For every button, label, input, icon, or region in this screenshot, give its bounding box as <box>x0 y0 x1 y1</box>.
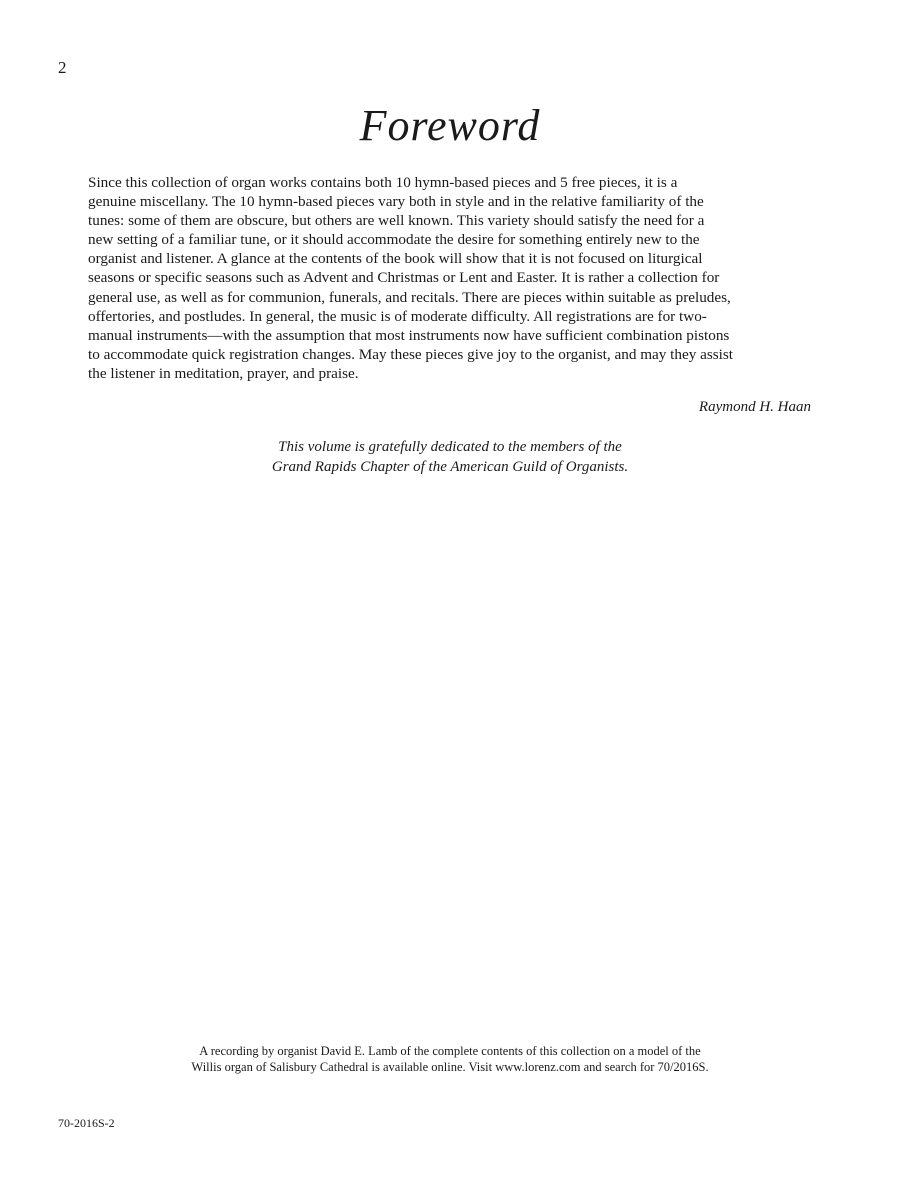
foreword-line: new setting of a familiar tune, or it should accommodate the desire for something entirely new to the <box>88 231 700 249</box>
dedication-line: Grand Rapids Chapter of the American Guild of Organists. <box>271 459 629 475</box>
recording-note-line: A recording by organist David E. Lamb of the complete contents of this collection on a model of the <box>199 1044 701 1058</box>
recording-note-line: Willis organ of Salisbury Cathedral is available online. Visit www.lorenz.com and search for 70/2016S. <box>191 1060 709 1074</box>
foreword-line: seasons or specific seasons such as Advent and Christmas or Lent and Easter. It is rather a collection for <box>88 269 720 287</box>
foreword-line: the listener in meditation, prayer, and praise. <box>88 364 359 382</box>
recording-note <box>0 1043 900 1075</box>
foreword-line: Since this collection of organ works contains both 10 hymn-based pieces and 5 free pieces, it is a <box>88 174 678 191</box>
catalog-code: 70-2016S-2 <box>58 1116 115 1130</box>
foreword-body <box>88 173 812 383</box>
foreword-line: tunes: some of them are obscure, but others are well known. This variety should satisfy the need for a <box>88 212 705 230</box>
foreword-line: to accommodate quick registration changes. May these pieces give joy to the organist, and may they assist <box>88 345 734 363</box>
page-number: 2 <box>58 58 67 77</box>
foreword-line: genuine miscellany. The 10 hymn-based pieces vary both in style and in the relative familiarity of the <box>88 193 704 211</box>
foreword-line: organist and listener. A glance at the contents of the book will show that it is not focused on liturgical <box>88 250 703 268</box>
dedication <box>0 437 900 477</box>
foreword-line: offertories, and postludes. In general, the music is of moderate difficulty. All registrations are for two- <box>88 307 707 325</box>
author-signature: Raymond H. Haan <box>698 399 811 415</box>
foreword-line: manual instruments—with the assumption that most instruments now have sufficient combination pistons <box>88 326 730 344</box>
page-title: Foreword <box>359 101 541 150</box>
dedication-line: This volume is gratefully dedicated to the members of the <box>278 439 622 455</box>
foreword-line: general use, as well as for communion, funerals, and recitals. There are pieces within suitable as preludes, <box>88 288 731 306</box>
